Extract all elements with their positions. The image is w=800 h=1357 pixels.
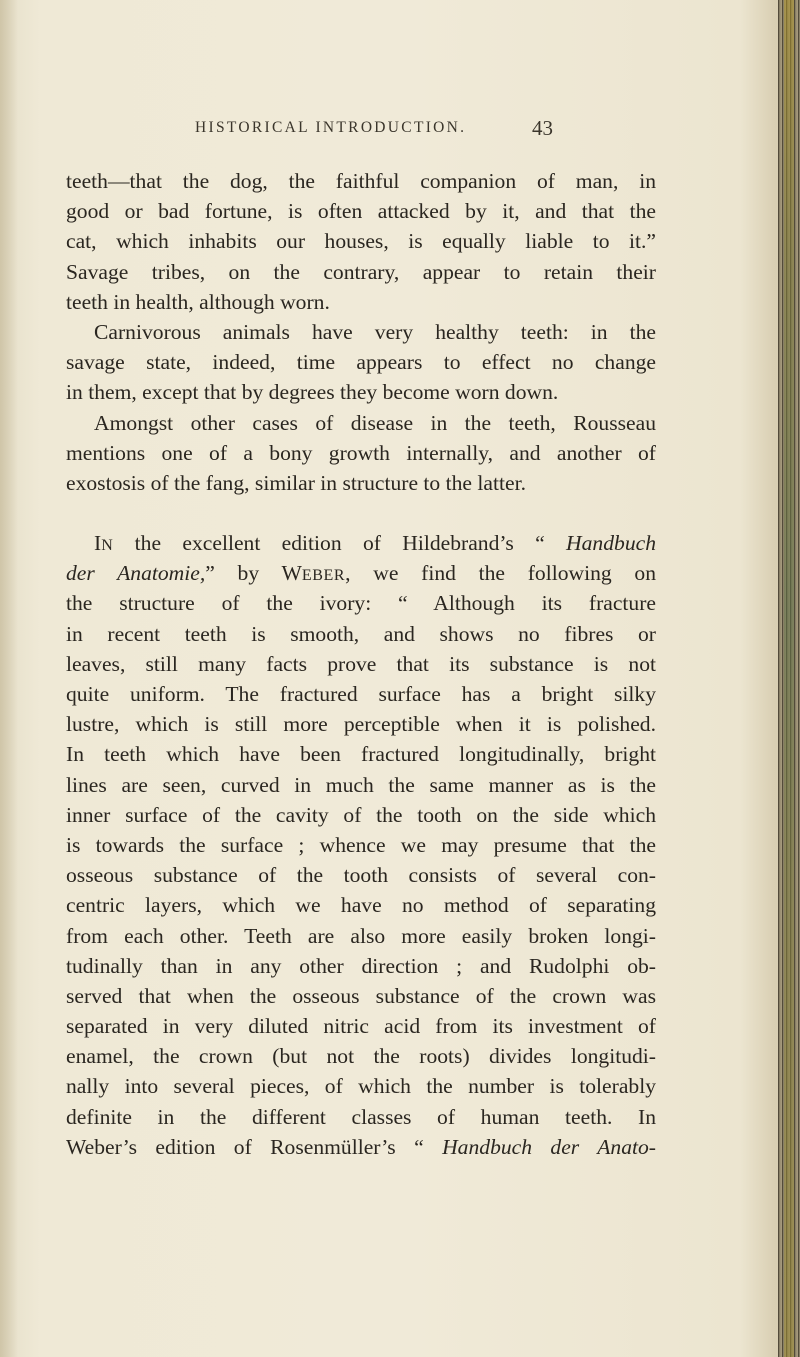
text-line: lines are seen, curved in much the same manner as is the: [66, 772, 656, 797]
text-line: from each other. Teeth are also more easily broken longi-: [66, 923, 656, 948]
text-line: in recent teeth is smooth, and shows no fibres or: [66, 621, 656, 646]
text-line: the structure of the ivory: “ Although its fracture: [66, 591, 656, 616]
text-line: teeth in health, although worn.: [66, 289, 330, 314]
italic-title: der Anatomie,: [66, 561, 206, 586]
text-line: inner surface of the cavity of the tooth on the side which: [66, 802, 656, 827]
page-header: [0, 116, 800, 145]
text-line: Savage tribes, on the contrary, appear to retain their: [66, 259, 656, 284]
text-line: cat, which inhabits our houses, is equally liable to it.”: [66, 229, 656, 254]
text-line: definite in the different classes of human teeth. In: [66, 1104, 656, 1129]
italic-title: Handbuch: [566, 531, 656, 556]
text-run: the excellent edition of Hildebrand’s “: [113, 531, 567, 556]
running-head: HISTORICAL INTRODUCTION.: [195, 119, 467, 136]
text-line: exostosis of the fang, similar in structure to the latter.: [66, 470, 526, 495]
text-line: nally into several pieces, of which the number is tolerably: [66, 1074, 656, 1099]
text-line: Carnivorous animals have very healthy teeth: in the: [94, 319, 656, 344]
text-line: osseous substance of the tooth consists of several con-: [66, 863, 656, 888]
text-line: [66, 558, 656, 588]
text-line: In teeth which have been fractured longitudinally, bright: [66, 742, 656, 767]
text-line: centric layers, which we have no method of separating: [66, 893, 656, 918]
text-line: served that when the osseous substance of the crown was: [66, 983, 656, 1008]
text-line: is towards the surface ; whence we may presume that the: [66, 832, 656, 857]
small-caps-text: N: [101, 537, 114, 555]
text-line: separated in very diluted nitric acid from its investment of: [66, 1014, 656, 1039]
small-caps-initial: I: [94, 531, 102, 556]
text-line: lustre, which is still more perceptible when it is polished.: [66, 712, 656, 737]
text-line: tudinally than in any other direction ; and Rudolphi ob-: [66, 953, 656, 978]
text-line: in them, except that by degrees they become worn down.: [66, 380, 559, 405]
text-line: leaves, still many facts prove that its substance is not: [66, 651, 656, 676]
page-number: 43: [532, 116, 553, 140]
text-line: enamel, the crown (but not the roots) divides longitudi-: [66, 1044, 656, 1069]
text-line: teeth—that the dog, the faithful companion of man, in: [66, 169, 656, 193]
text-line: [66, 1132, 656, 1162]
gutter-shadow: [0, 0, 18, 1357]
text-run: Weber’s edition of Rosenmüller’s “: [66, 1134, 443, 1159]
text-line: good or bad fortune, is often attacked by it, and that the: [66, 199, 656, 224]
body-text: [66, 166, 656, 1162]
text-line: Amongst other cases of disease in the teeth, Rousseau: [94, 410, 656, 435]
text-run: , we find the following on: [345, 561, 656, 586]
text-run: ” by: [205, 561, 282, 586]
text-line: savage state, indeed, time appears to effect no change: [66, 350, 656, 375]
text-line: quite uniform. The fractured surface has a bright silky: [66, 682, 656, 706]
small-caps-initial: W: [281, 561, 302, 586]
text-line: mentions one of a bony growth internally, and another of: [66, 440, 656, 465]
section-gap: [66, 498, 656, 528]
italic-title: Handbuch der Anato-: [442, 1134, 656, 1159]
small-caps-text: EBER: [301, 567, 346, 585]
text-line: [66, 528, 656, 558]
page-edge-tint: [784, 0, 794, 1357]
